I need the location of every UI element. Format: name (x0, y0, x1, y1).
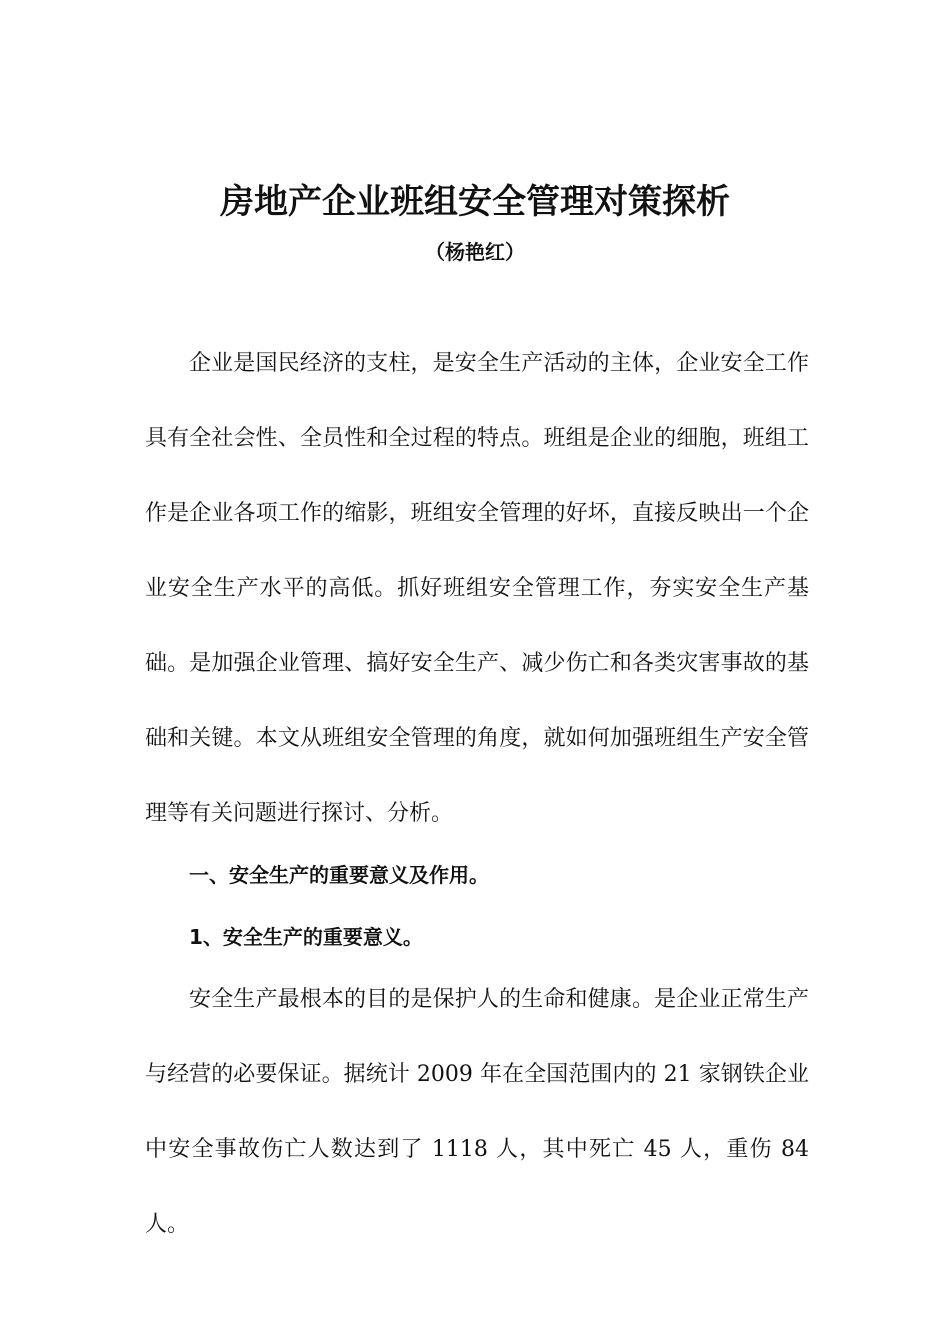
document-title: 房地产企业班组安全管理对策探析 (220, 182, 730, 222)
subsection-heading: 1、安全生产的重要意义。 (189, 925, 423, 949)
section-heading: 一、安全生产的重要意义及作用。 (189, 863, 489, 887)
intro-paragraph: 企业是国民经济的支柱，是安全生产活动的主体，企业安全工作具有全社会性、全员性和全过程的特点。班组是企业的细胞，班组工作是企业各项工作的缩影，班组安全管理的好坏，直接反映出一个企业安全生产水平的高低。抓好班组安全管理工作，夯实安全生产基础。是加强企业管理、搞好安全生产、减少伤亡和各类灾害事故的基础和关键。本文从班组安全管理的角度，就如何加强班组生产安全管理等有关问题进行探讨、分析。 (145, 351, 809, 826)
significance-paragraph: 安全生产最根本的目的是保护人的生命和健康。是企业正常生产与经营的必要保证。据统计 2009 年在全国范围内的 21 家钢铁企业中安全事故伤亡人数达到了 1118 人，其中死亡 45 人，重伤 84 人。 (145, 987, 809, 1237)
document-author: （杨艳红） (425, 240, 525, 264)
